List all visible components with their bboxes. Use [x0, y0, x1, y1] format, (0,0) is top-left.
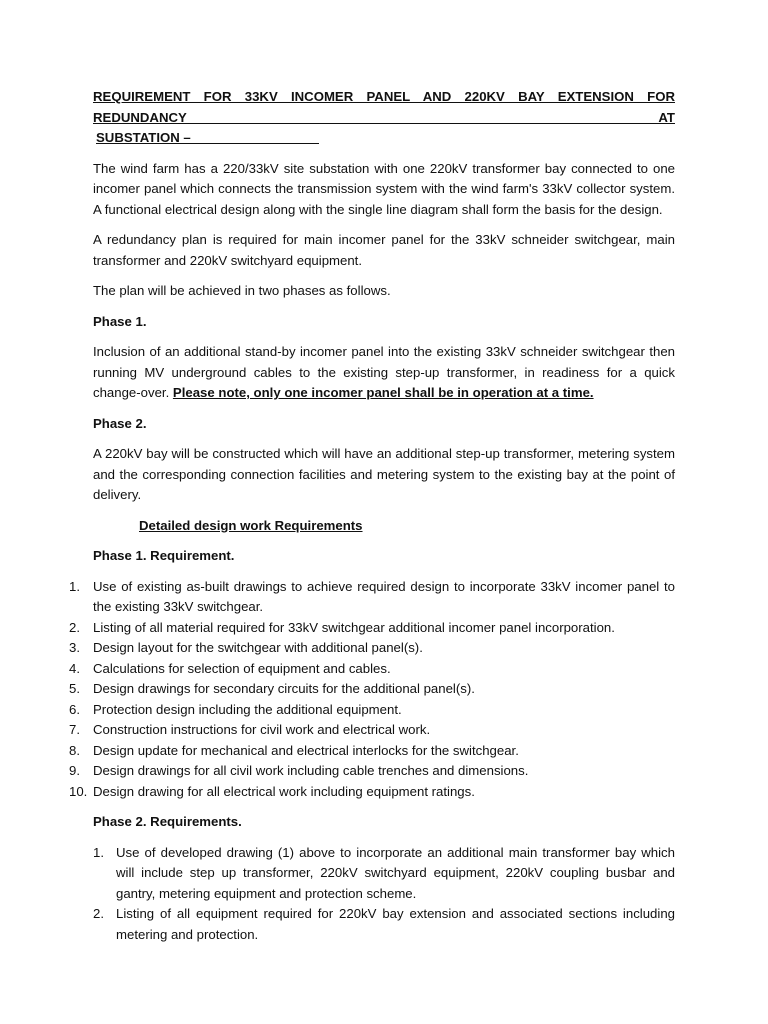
- phase2-paragraph: A 220kV bay will be constructed which will have an additional step-up transformer, metering system and the corresponding connection facilities and metering system to the existing bay at the point of delivery.: [93, 446, 675, 502]
- phase1-paragraph: [93, 342, 675, 404]
- document-page: [69, 87, 675, 955]
- list-item-number: 9.: [69, 763, 80, 778]
- list-item: [69, 618, 675, 639]
- list-item-text: Listing of all equipment required for 220kV bay extension and associated sections including metering and protection.: [116, 906, 675, 942]
- document-title-line1: REQUIREMENT FOR 33KV INCOMER PANEL AND 220KV BAY EXTENSION FOR REDUNDANCY AT: [93, 89, 675, 125]
- list-item-number: 3.: [69, 640, 80, 655]
- list-item-text: Design update for mechanical and electrical interlocks for the switchgear.: [93, 742, 519, 758]
- list-item-text: Design drawings for all civil work including cable trenches and dimensions.: [93, 763, 529, 778]
- list-item-text: Design drawings for secondary circuits for the additional panel(s).: [93, 681, 475, 696]
- list-item-text: Protection design including the additional equipment.: [93, 701, 402, 717]
- phase2-heading: Phase 2.: [93, 415, 147, 431]
- list-item: [69, 782, 675, 803]
- list-item-text: Calculations for selection of equipment and cables.: [93, 660, 391, 676]
- intro-paragraph: The wind farm has a 220/33kV site substation with one 220kV transformer bay connected to one incomer panel which connects the transmission system with the wind farm's 33kV collector system. A functional electrical design along with the single line diagram shall form the basis for the design.: [93, 160, 675, 217]
- list-item: [69, 577, 675, 618]
- document-title-line2-text: SUBSTATION –: [96, 130, 319, 145]
- list-item-number: 4.: [69, 660, 80, 676]
- list-item-number: 1.: [93, 844, 104, 860]
- list-item: [93, 904, 675, 945]
- list-item-number: 2.: [69, 619, 80, 635]
- list-item: [69, 741, 675, 762]
- redundancy-paragraph: A redundancy plan is required for main incomer panel for the 33kV schneider switchgear, main transformer and 220kV switchyard equipment.: [93, 232, 675, 268]
- list-item: [93, 843, 675, 905]
- phase2-requirements-list: [93, 843, 675, 946]
- phase1-requirements-list: [69, 577, 675, 803]
- phase1-heading: Phase 1.: [93, 313, 147, 329]
- design-requirements-heading: Detailed design work Requirements: [139, 517, 363, 533]
- list-item: [69, 700, 675, 721]
- list-item: [69, 679, 675, 700]
- phase1-note: Please note, only one incomer panel shall be in operation at a time.: [172, 385, 594, 400]
- list-item-number: 8.: [69, 742, 80, 758]
- phases-paragraph: The plan will be achieved in two phases as follows.: [93, 283, 391, 298]
- list-item-number: 6.: [69, 701, 80, 717]
- list-item-number: 10.: [69, 783, 88, 799]
- list-item-text: Design layout for the switchgear with additional panel(s).: [93, 640, 423, 655]
- list-item-text: Design drawing for all electrical work including equipment ratings.: [93, 783, 475, 799]
- list-item-number: 5.: [69, 681, 80, 696]
- phase1-text: Inclusion of an additional stand-by incomer panel into the existing 33kV schneider switchgear then running MV underground cables to the existing step-up transformer, in readiness for a quick change-over.: [93, 344, 675, 400]
- list-item: [69, 638, 675, 659]
- phase2-requirement-heading: Phase 2. Requirements.: [93, 814, 242, 829]
- list-item-number: 7.: [69, 722, 80, 737]
- list-item-text: Construction instructions for civil work and electrical work.: [93, 722, 431, 737]
- list-item: [69, 761, 675, 782]
- list-item: [69, 720, 675, 741]
- list-item-text: Use of existing as-built drawings to achieve required design to incorporate 33kV incomer panel to the existing 33kV switchgear.: [93, 578, 675, 614]
- list-item-number: 1.: [69, 578, 80, 594]
- list-item-number: 2.: [93, 906, 104, 921]
- phase1-requirement-heading: Phase 1. Requirement.: [93, 548, 235, 563]
- document-title-line2: [93, 128, 675, 149]
- list-item-text: Use of developed drawing (1) above to incorporate an additional main transformer bay which will include step up transformer, 220kV switchyard equipment, 220kV coupling busbar and gantry, metering equipment and protection scheme.: [116, 844, 675, 901]
- list-item-text: Listing of all material required for 33kV switchgear additional incomer panel incorporation.: [93, 619, 615, 635]
- list-item: [69, 659, 675, 680]
